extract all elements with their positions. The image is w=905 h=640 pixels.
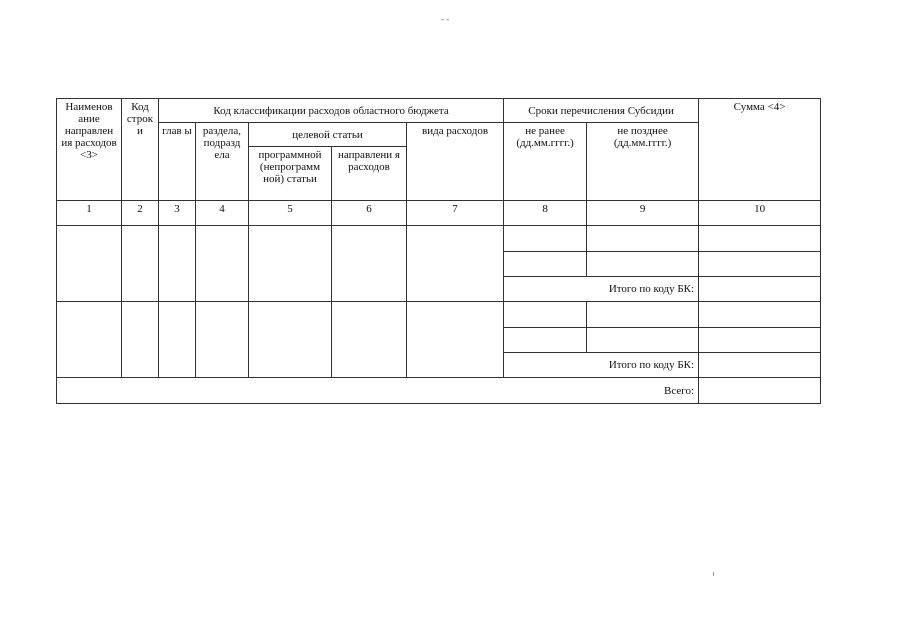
header-expense-direction-code: направлени я расходов [332,147,407,201]
empty-cell [57,226,122,302]
subtotal-by-bk-label: Итого по коду БК: [504,277,699,302]
empty-cell [159,226,196,302]
empty-cell [587,302,699,328]
empty-cell [332,226,407,302]
header-not-later: не позднее (дд.мм.гггг.) [587,123,699,201]
column-number: 1 [57,201,122,226]
header-transfer-terms: Сроки перечисления Субсидии [504,99,699,123]
empty-cell [504,252,587,277]
subtotal-by-bk-label: Итого по коду БК: [504,353,699,378]
column-number: 8 [504,201,587,226]
header-expense-type: вида расходов [407,123,504,201]
empty-cell [699,252,821,277]
empty-cell [159,302,196,378]
column-number: 6 [332,201,407,226]
header-chapter: глав ы [159,123,196,201]
empty-cell [587,252,699,277]
empty-cell [407,302,504,378]
header-section: раздела, подразд ела [196,123,249,201]
header-row-code: Код строк и [122,99,159,201]
empty-cell [587,226,699,252]
empty-cell [122,226,159,302]
empty-cell [504,226,587,252]
column-number: 7 [407,201,504,226]
empty-cell [699,378,821,404]
empty-cell [504,302,587,328]
empty-cell [407,226,504,302]
empty-cell [699,353,821,378]
empty-cell [122,302,159,378]
header-classification: Код классификации расходов областного бюджета [159,99,504,123]
subsidy-schedule-table [56,98,821,404]
empty-cell [699,302,821,328]
column-number: 5 [249,201,332,226]
empty-cell [249,302,332,378]
empty-cell [196,302,249,378]
empty-cell [587,328,699,353]
empty-cell [699,277,821,302]
header-not-earlier: не ранее (дд.мм.гггг.) [504,123,587,201]
column-number: 10 [699,201,821,226]
column-number: 4 [196,201,249,226]
column-number: 9 [587,201,699,226]
empty-cell [249,226,332,302]
grand-total-label: Всего: [57,378,699,404]
header-program-article: программной (непрограмм ной) статьи [249,147,332,201]
empty-cell [699,328,821,353]
empty-cell [332,302,407,378]
column-number: 2 [122,201,159,226]
empty-cell [196,226,249,302]
column-number: 3 [159,201,196,226]
empty-cell [699,226,821,252]
header-expense-direction: Наименов ание направлен ия расходов <3> [57,99,122,201]
empty-cell [504,328,587,353]
header-sum: Сумма <4> [699,99,821,201]
empty-cell [57,302,122,378]
page-number-mark: - - [441,14,450,24]
scan-artifact [713,572,714,576]
header-target-article: целевой статьи [249,123,407,147]
